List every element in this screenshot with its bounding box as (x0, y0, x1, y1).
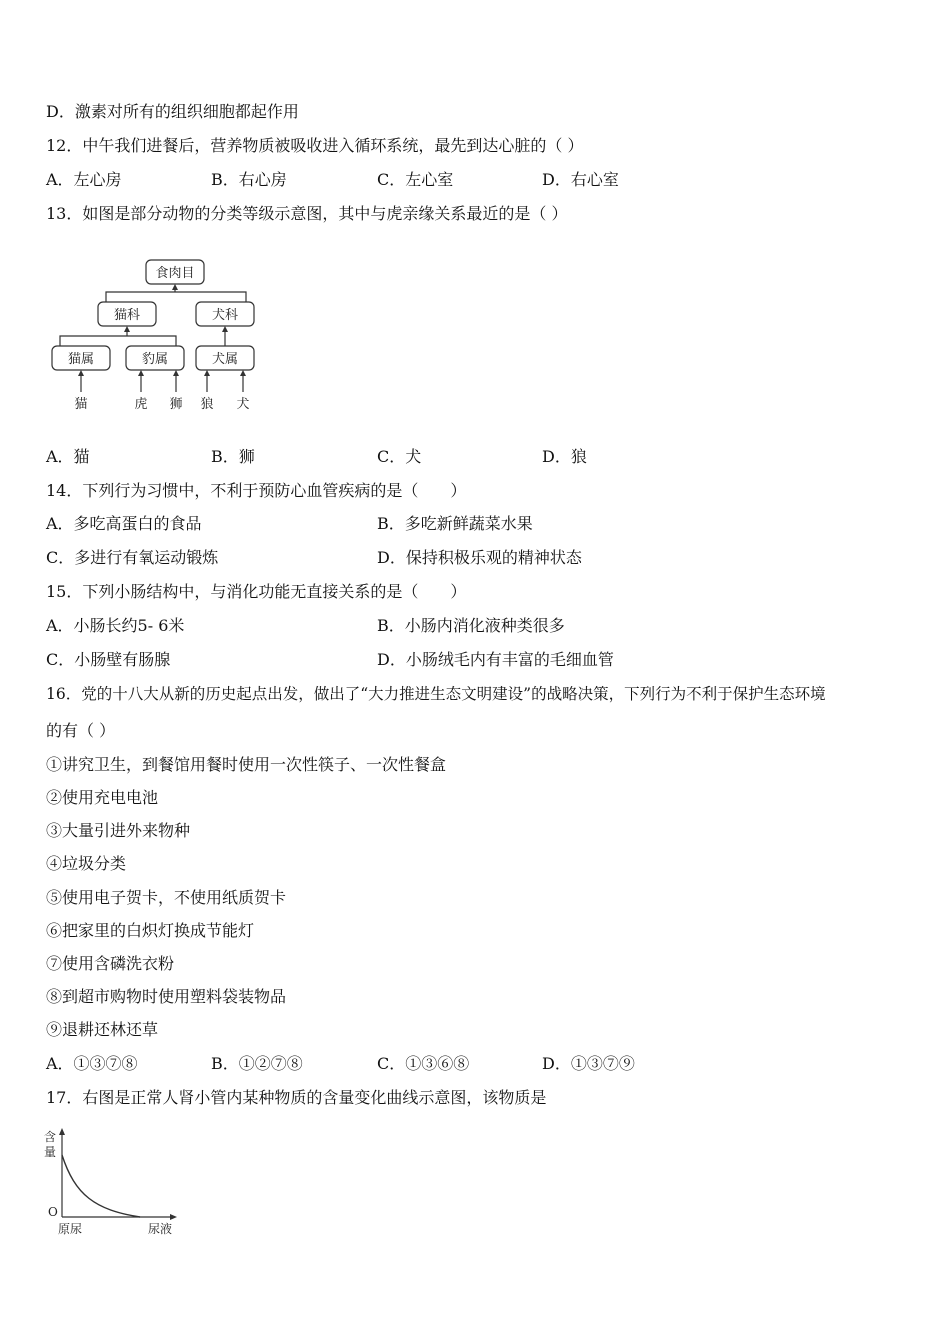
q14-option-a: A．多吃高蛋白的食品 (46, 514, 202, 533)
tree-family-dog: 犬科 (211, 308, 239, 323)
curve-x-start: 原尿 (58, 1222, 83, 1236)
curve-x-end: 尿液 (148, 1222, 173, 1236)
tree-animal-cat: 猫 (74, 397, 88, 412)
kidney-curve-chart (40, 1125, 190, 1240)
q16-item-2: ②使用充电电池 (46, 788, 159, 807)
q12-option-c: C．左心室 (377, 170, 454, 189)
tree-genus-panthera: 豹属 (141, 352, 169, 367)
tree-animal-tiger: 虎 (134, 397, 148, 412)
q13-option-d: D．狼 (542, 447, 587, 466)
q11-option-d: D．激素对所有的组织细胞都起作用 (46, 102, 299, 121)
q16-option-c: C．①③⑥⑧ (377, 1054, 470, 1073)
q12-stem: 12．中午我们进餐后，营养物质被吸收进入循环系统，最先到达心脏的（ ） (46, 136, 584, 155)
q13-stem: 13．如图是部分动物的分类等级示意图，其中与虎亲缘关系最近的是（ ） (46, 204, 568, 223)
q13-option-a: A．猫 (46, 447, 90, 466)
classification-diagram (46, 250, 266, 420)
q15-stem: 15．下列小肠结构中，与消化功能无直接关系的是（ ） (46, 582, 467, 601)
q13-option-c: C．犬 (377, 447, 422, 466)
q12-option-d: D．右心室 (542, 170, 619, 189)
q14-stem: 14．下列行为习惯中，不利于预防心血管疾病的是（ ） (46, 481, 467, 500)
q15-option-d: D．小肠绒毛内有丰富的毛细血管 (377, 650, 614, 669)
q16-item-5: ⑤使用电子贺卡，不使用纸质贺卡 (46, 888, 287, 907)
q17-stem: 17．右图是正常人肾小管内某种物质的含量变化曲线示意图，该物质是 (46, 1088, 547, 1107)
tree-animal-lion: 狮 (169, 397, 183, 412)
tree-genus-cat: 猫属 (67, 352, 95, 367)
tree-order: 食肉目 (155, 266, 195, 281)
q15-option-b: B．小肠内消化液种类很多 (377, 616, 565, 635)
q16-option-d: D．①③⑦⑨ (542, 1054, 635, 1073)
q14-option-c: C．多进行有氧运动锻炼 (46, 548, 219, 567)
q12-option-a: A．左心房 (46, 170, 122, 189)
q16-item-4: ④垃圾分类 (46, 854, 127, 873)
q16-stem-cont: 的有（ ） (46, 721, 116, 740)
q16-item-7: ⑦使用含磷洗衣粉 (46, 954, 175, 973)
q14-option-d: D．保持积极乐观的精神状态 (377, 548, 582, 567)
q16-item-9: ⑨退耕还林还草 (46, 1020, 159, 1039)
curve-ylabel-2: 量 (44, 1145, 57, 1159)
curve-ylabel-1: 含 (44, 1130, 57, 1144)
q16-item-8: ⑧到超市购物时使用塑料袋装物品 (46, 987, 287, 1006)
q16-item-3: ③大量引进外来物种 (46, 821, 191, 840)
q16-item-1: ①讲究卫生，到餐馆用餐时使用一次性筷子、一次性餐盒 (46, 755, 447, 774)
tree-animal-dog: 犬 (236, 397, 250, 412)
q13-option-b: B．狮 (211, 447, 255, 466)
tree-animal-wolf: 狼 (200, 397, 214, 412)
q15-option-a: A．小肠长约5- 6米 (46, 616, 185, 635)
tree-family-cat: 猫科 (113, 308, 141, 323)
curve-origin: O (48, 1205, 58, 1219)
q14-option-b: B．多吃新鲜蔬菜水果 (377, 514, 533, 533)
q12-option-b: B．右心房 (211, 170, 287, 189)
tree-genus-dog: 犬属 (211, 352, 239, 367)
q15-option-c: C．小肠壁有肠腺 (46, 650, 171, 669)
q16-option-b: B．①②⑦⑧ (211, 1054, 303, 1073)
q16-item-6: ⑥把家里的白炽灯换成节能灯 (46, 921, 255, 940)
q16-option-a: A．①③⑦⑧ (46, 1054, 138, 1073)
q16-stem: 16．党的十八大从新的历史起点出发，做出了“大力推进生态文明建设”的战略决策，下列行为不利于保护生态环境 (46, 685, 826, 703)
